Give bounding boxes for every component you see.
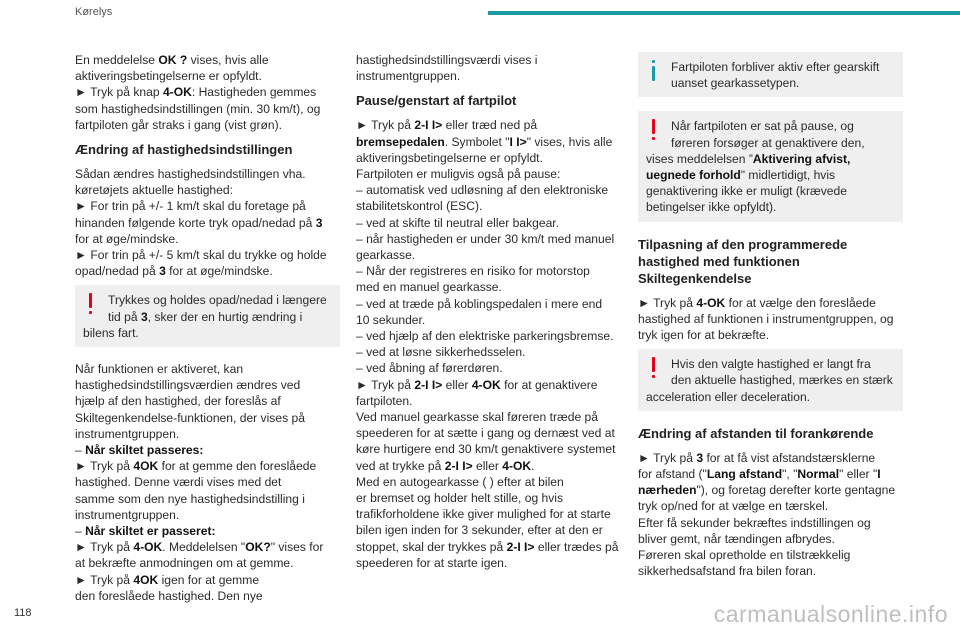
info-icon [649,60,657,82]
adapt-speed-paragraph: ► Tryk på 4-OK for at vælge den foreslåede hastighed af funktionen i instrumentgruppen, og tryk igen for at bekræfte. [638,295,894,343]
column-middle [356,52,621,571]
distance-paragraph: ► Tryk på 3 for at få vist afstandstærsklerne for afstand ("Lang afstand", "Normal" eller "I nærheden"), og foretag derefter korte gentagne tryk op/ned for at vælge en tærskel. Efter få sekunder bekræftes indstillingen og bliver gemt, når tændingen afbrydes. Føreren skal opretholde en tilstrækkelig sikkerhedsafstand fra bilen foran. [638,450,896,579]
column-left [75,52,340,604]
section-heading-distance: Ændring af afstanden til forankørende [638,425,874,441]
pause-resume-paragraph: ► Tryk på 2-I I> eller træd ned på bremsepedalen. Symbolet "I I>" vises, hvis alle aktiveringsbetingelserne er opfyldt. Fartpiloten er muligvis også på pause: – automatisk ved udløsning af den elektroniske stabilitetskontrol (ESC). – ved at skifte til neutral eller bakgear. – når hastigheden er under 30 km/t med manuel gearkasse. – Når der registreres en risiko for motorstop med en manuel gearkasse. – ved at træde på koblingspedalen i mere end 10 sekunder. – ved hjælp af den elektriske parkeringsbremse. – ved at løsne sikkerhedsselen. – ved åbning af førerdøren. ► Tryk på 2-I I> eller 4-OK for at genaktivere fartpiloten. Ved manuel gearkasse skal føreren træde på speederen for at sætte i gang og dernæst ved at køre hurtigere end 30 km/t genaktivere systemet ved at trykke på 2-I I> eller 4-OK. Med en autogearkasse ( ) efter at bilen er bremset og holder helt stille, og hvis trafikforholdene ikke giver mulighed for at starte bilen igen inden for 3 sekunder, efter at den er stoppet, skal der trykkes på 2-I I> eller trædes på speederen for at starte igen. [356,118,619,570]
warning-box: Hvis den valgte hastighed er langt fra den aktuelle hastighed, mærkes en stærk acceleration eller deceleration. [638,349,903,411]
section-heading-adapt-speed: Tilpasning af den programmerede hastighed med funktionen Skiltegenkendelse [638,236,848,286]
running-header: Kørelys [75,6,113,18]
section-heading-pause-resume: Pause/genstart af fartpilot [356,93,517,109]
page-number: 118 [14,607,32,619]
change-speed-paragraph: Sådan ændres hastighedsindstillingen vha. køretøjets aktuelle hastighed: ► For trin på +/- 1 km/t skal du foretage på hinanden følgende korte tryk opad/nedad på 3 for at øge/mindske. ► For trin på +/- 5 km/t skal du trykke og holde opad/nedad på 3 for at øge/mindske. [75,167,327,279]
warning-icon [649,357,657,379]
warning-box: Trykkes og holdes opad/nedad i længere tid på 3, sker der en hurtig ændring i bilens fart. [75,285,340,347]
sign-recognition-paragraph: Når funktionen er aktiveret, kan hastighedsindstillingsværdien ændres ved hjælp af den hastighed, der foreslås af Skiltegenkendelse-funktionen, der vises på instrumentgruppen. – Når skiltet passeres: ► Tryk på 4OK for at gemme den foreslåede hastighed. Denne værdi vises med det samme som den nye hastighedsindstilling i instrumentgruppen. – Når skiltet er passeret: ► Tryk på 4-OK. Meddelelsen "OK?" vises for at bekræfte anmodningen om at gemme. ► Tryk på 4OK igen for at gemme den foreslåede hastighed. Den nye [75,362,324,603]
column-right [638,52,903,579]
warning-box: Når fartpiloten er sat på pause, og føreren forsøger at genaktivere den, vises meddelelsen ”Aktivering afvist, uegnede forhold" midlertidigt, hvis genaktivering ikke er muligt (krævede betingelser ikke opfyldt). [638,111,903,221]
intro-paragraph: En meddelelse OK ? vises, hvis alle aktiveringsbetingelserne er opfyldt. ► Tryk på knap 4-OK: Hastigheden gemmes som hastighedsindstillingen (min. 30 km/t), og fartpiloten går straks i gang (vist grøn). [75,53,321,132]
continuation-paragraph: hastighedsindstillingsværdi vises i instrumentgruppen. [356,53,538,84]
warning-icon [86,293,94,315]
header-accent-bar [488,11,960,15]
watermark: carmanualsonline.info [713,601,948,627]
info-box: Fartpiloten forbliver aktiv efter gearskift uanset gearkassetypen. [638,52,903,97]
section-heading-change-speed: Ændring af hastighedsindstillingen [75,142,293,158]
warning-icon [649,119,657,141]
